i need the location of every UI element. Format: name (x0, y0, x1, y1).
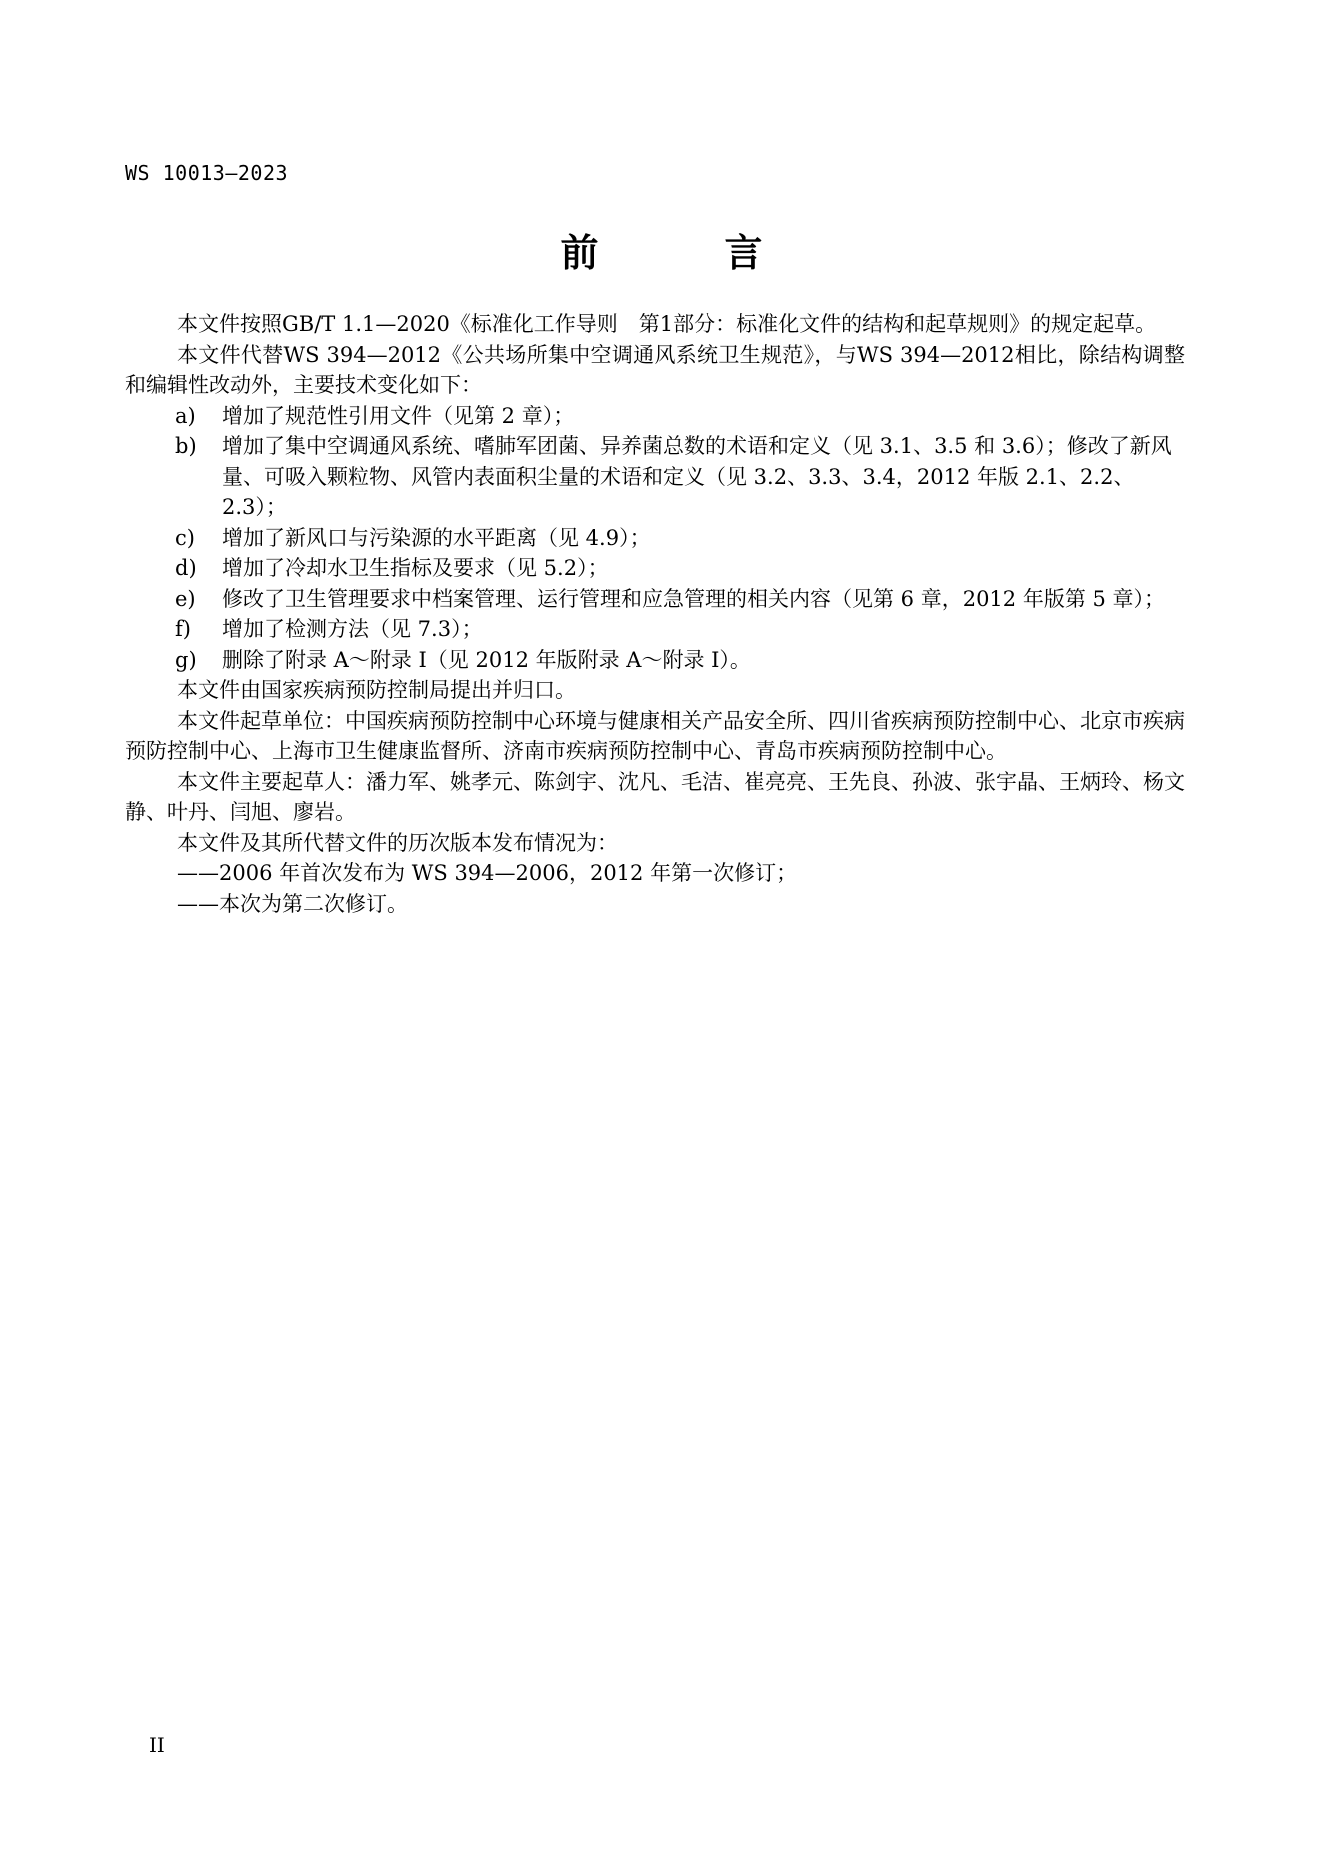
change-item-a (125, 401, 1185, 432)
change-item-b (125, 431, 1185, 523)
list-marker: f) (175, 617, 191, 641)
history-entry: ——本次为第二次修订。 (177, 891, 408, 916)
list-item-text: 增加了规范性引用文件（见第 2 章）； (222, 403, 575, 428)
list-marker: d) (175, 556, 197, 580)
list-marker: g) (175, 647, 197, 672)
change-item-c (125, 523, 1185, 554)
paragraph-drafting-basis: 本文件按照GB/T 1.1—2020《标准化工作导则 第1部分：标准化文件的结构和起草规则》的规定起草。 (177, 312, 1157, 336)
change-item-g (125, 645, 1185, 676)
page-number: II (149, 1733, 165, 1757)
list-item-text: 增加了集中空调通风系统、嗜肺军团菌、异养菌总数的术语和定义（见 3.1、3.5 和 3.6）；修改了新风量、可吸入颗粒物、风管内表面积尘量的术语和定义（见 3.2、3.3、3.4，2012 年版 2.1、2.2、2.3）； (222, 434, 1172, 519)
list-item-text: 增加了新风口与污染源的水平距离（见 4.9）； (222, 525, 651, 550)
paragraph-drafting-units: 本文件起草单位：中国疾病预防控制中心环境与健康相关产品安全所、四川省疾病预防控制中心、北京市疾病预防控制中心、上海市卫生健康监督所、济南市疾病预防控制中心、青岛市疾病预防控制中心。 (125, 708, 1185, 763)
standard-code: WS 10013—2023 (125, 161, 289, 185)
list-marker: e) (175, 586, 196, 611)
paragraph-drafters: 本文件主要起草人：潘力军、姚孝元、陈剑宇、沈凡、毛洁、崔亮亮、王先良、孙波、张宇晶、王炳玲、杨文静、叶丹、闫旭、廖岩。 (125, 769, 1185, 824)
list-marker: a) (175, 403, 196, 428)
list-marker: b) (175, 434, 197, 458)
list-marker: c) (175, 525, 195, 550)
page-title: 前 言 (560, 231, 807, 275)
paragraph-proposer: 本文件由国家疾病预防控制局提出并归口。 (177, 678, 576, 702)
change-item-f (125, 614, 1185, 645)
list-item-text: 删除了附录 A～附录 I（见 2012 年版附录 A～附录 I）。 (222, 647, 751, 672)
list-item-text: 增加了冷却水卫生指标及要求（见 5.2）； (222, 556, 609, 580)
list-item-text: 修改了卫生管理要求中档案管理、运行管理和应急管理的相关内容（见第 6 章，2012 年版第 5 章）； (222, 586, 1166, 611)
list-item-text: 增加了检测方法（见 7.3）； (222, 617, 483, 641)
change-item-d (125, 553, 1185, 584)
paragraph-history-intro: 本文件及其所代替文件的历次版本发布情况为： (177, 830, 618, 855)
history-entry: ——2006 年首次发布为 WS 394—2006，2012 年第一次修订； (177, 861, 798, 885)
paragraph-replacement: 本文件代替WS 394—2012《公共场所集中空调通风系统卫生规范》，与WS 394—2012相比，除结构调整和编辑性改动外，主要技术变化如下： (125, 342, 1185, 397)
foreword-body (125, 309, 1185, 919)
change-item-e (125, 584, 1185, 615)
